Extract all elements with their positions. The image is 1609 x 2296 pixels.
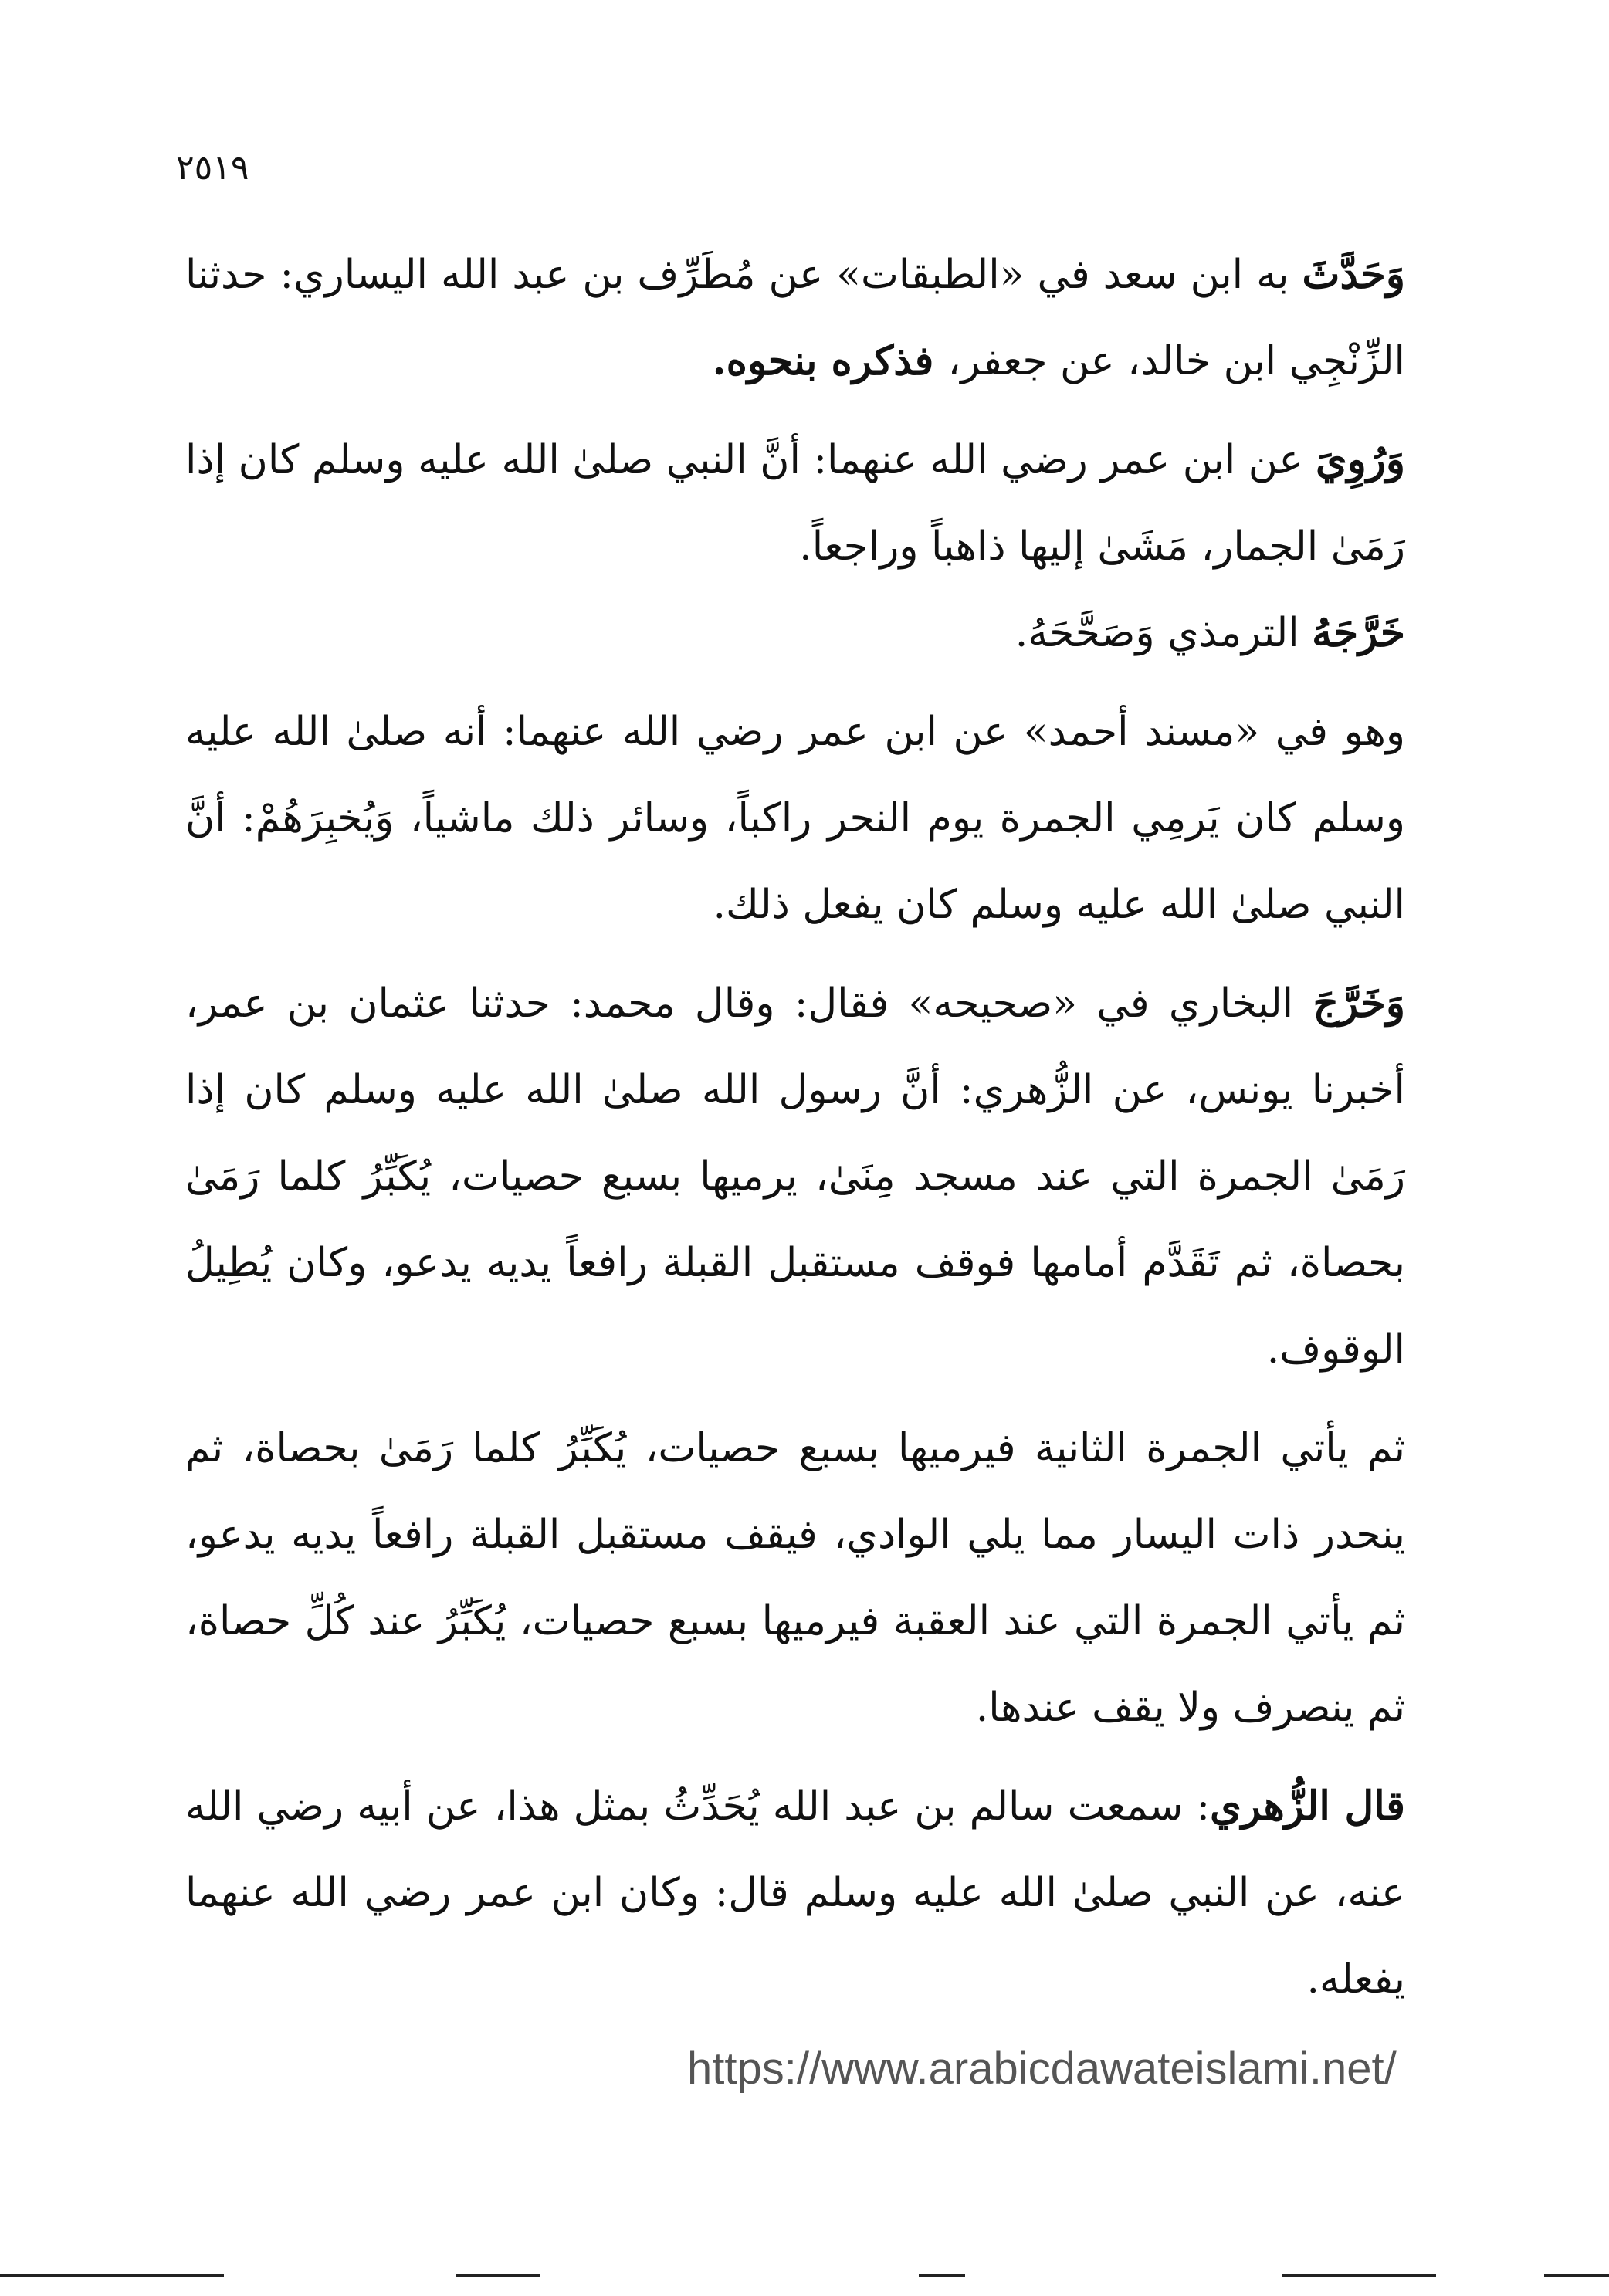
scan-edge-line (1282, 2274, 1436, 2277)
scan-edge-line (0, 2274, 224, 2277)
paragraph-text: ثم يأتي الجمرة الثانية فيرميها بسبع حصيات، يُكَبِّرُ كلما رَمَىٰ بحصاة، ثم ينحدر ذات اليسار مما يلي الوادي، فيقف مستقبل القبلة رافعاً يديه يدعو، ثم يأتي الجمرة التي عند العقبة فيرميها بسبع حصيات، يُكَبِّرُ عند كُلِّ حصاة، ثم ينصرف ولا يقف عندها. (185, 1425, 1405, 1731)
paragraph-lead: وَخَرَّجَ (1313, 980, 1405, 1027)
paragraph-trail: فذكره بنحوه. (712, 337, 948, 384)
paragraph-text: الترمذي وَصَحَّحَهُ. (1015, 610, 1313, 656)
paragraph-lead: وَرُوِيَ (1315, 436, 1406, 483)
paragraph-lead: وَحَدَّثَ (1302, 251, 1405, 298)
paragraph-second-jamra (185, 1405, 1405, 1751)
paragraph-text: : سمعت سالم بن عبد الله يُحَدِّثُ بمثل هذا، عن أبيه رضي الله عنه، عن النبي صلىٰ الله عليه وسلم قال: وكان ابن عمر رضي الله عنهما يفعله. (185, 1783, 1405, 2003)
paragraph-text: به ابن سعد في «الطبقات» عن مُطَرِّف بن عبد الله اليساري: حدثنا الزِّنْجِي ابن خالد، عن جعفر، (185, 252, 1405, 384)
paragraph-text: عن ابن عمر رضي الله عنهما: أنَّ النبي صلىٰ الله عليه وسلم كان إذا رَمَىٰ الجمار، مَشَىٰ إليها ذاهباً وراجعاً. (185, 437, 1405, 570)
scan-edge-line (919, 2274, 965, 2277)
paragraph-bukhari (185, 960, 1405, 1393)
scan-edge-line (1544, 2274, 1609, 2277)
paragraph-zuhri (185, 1763, 1405, 2023)
paragraph-lead: قال الزُّهري (1210, 1783, 1406, 1830)
scan-edge-line (456, 2274, 540, 2277)
paragraph-musnad-ahmad (185, 689, 1405, 948)
page-body (185, 232, 1405, 2023)
paragraph-text: وهو في «مسند أحمد» عن ابن عمر رضي الله عنهما: أنه صلىٰ الله عليه وسلم كان يَرمِي الجمرة يوم النحر راكباً، وسائر ذلك ماشياً، وَيُخبِرَهُمْ: أنَّ النبي صلىٰ الله عليه وسلم كان يفعل ذلك. (185, 709, 1405, 928)
paragraph-lead: خَرَّجَهُ (1312, 609, 1405, 656)
paragraph-ibn-umar (185, 417, 1405, 590)
source-url-watermark: https://www.arabicdawateislami.net/ (687, 2044, 1397, 2094)
page-number: ٢٥١٩ (176, 148, 249, 188)
paragraph-tirmidhi (185, 590, 1405, 676)
paragraph-text: البخاري في «صحيحه» فقال: وقال محمد: حدثنا عثمان بن عمر، أخبرنا يونس، عن الزُّهري: أنَّ رسول الله صلىٰ الله عليه وسلم كان إذا رَمَىٰ الجمرة التي عند مسجد مِنَىٰ، يرميها بسبع حصيات، يُكَبِّرُ كلما رَمَىٰ بحصاة، ثم تَقَدَّم أمامها فوقف مستقبل القبلة رافعاً يديه يدعو، وكان يُطِيلُ الوقوف. (185, 980, 1405, 1373)
paragraph-ibn-saad (185, 232, 1405, 405)
